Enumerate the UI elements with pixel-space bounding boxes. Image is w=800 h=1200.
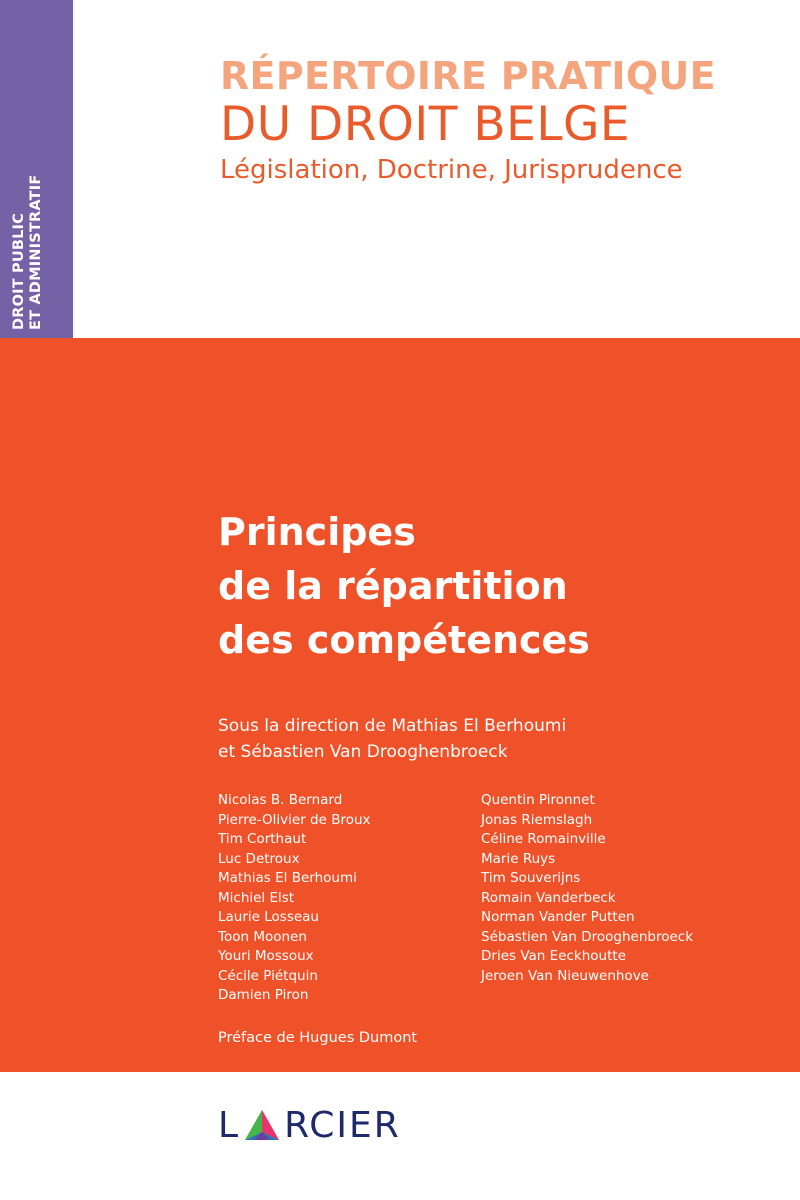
authors-column-2: [481, 791, 781, 986]
author-name: Jonas Riemslagh: [481, 811, 593, 828]
side-tab-line1: DROIT PUBLIC: [11, 213, 27, 330]
author-name: Tim Souverijns: [481, 870, 581, 886]
author-name: Laurie Losseau: [218, 909, 319, 925]
book-title-line: Principes: [218, 510, 416, 554]
author-name: Luc Detroux: [218, 850, 300, 867]
author-name: Jeroen Van Nieuwenhove: [481, 967, 649, 984]
author-name: Dries Van Eeckhoutte: [481, 948, 626, 964]
side-tab-label: [11, 10, 45, 330]
author-name: Cécile Piétquin: [218, 967, 318, 984]
editors-line: Sous la direction de Mathias El Berhoumi: [218, 716, 567, 736]
author-name: Mathias El Berhoumi: [218, 870, 357, 886]
series-header: [220, 54, 780, 187]
logo-letters: RCIER: [284, 1105, 401, 1146]
author-name: Romain Vanderbeck: [481, 889, 616, 906]
author-name: Pierre-Olivier de Broux: [218, 811, 371, 828]
author-name: Sébastien Van Drooghenbroeck: [481, 928, 694, 945]
larcier-triangle-logo-icon: [242, 1106, 282, 1146]
author-name: Michiel Elst: [218, 889, 295, 906]
author-name: Nicolas B. Bernard: [218, 792, 343, 808]
author-name: Marie Ruys: [481, 850, 556, 867]
author-name: Norman Vander Putten: [481, 909, 635, 925]
author-name: Youri Mossoux: [218, 948, 314, 964]
editors-line: et Sébastien Van Drooghenbroeck: [218, 742, 508, 762]
author-name: Céline Romainville: [481, 831, 606, 847]
series-subtitle: DU DROIT BELGE: [220, 97, 631, 152]
author-name: Tim Corthaut: [218, 831, 307, 847]
book-title: [218, 505, 778, 667]
publisher-logo: [218, 1096, 401, 1156]
authors-column-1: [218, 791, 468, 1006]
editors: [218, 713, 778, 765]
book-title-line: des compétences: [218, 618, 590, 662]
book-title-line: de la répartition: [218, 564, 568, 608]
author-name: Damien Piron: [218, 987, 309, 1003]
series-title: RÉPERTOIRE PRATIQUE: [220, 54, 716, 98]
preface: Préface de Hugues Dumont: [218, 1030, 418, 1046]
series-tagline: Législation, Doctrine, Jurisprudence: [220, 155, 683, 185]
author-name: Quentin Pironnet: [481, 792, 595, 808]
author-name: Toon Moonen: [218, 928, 307, 945]
side-tab-line2: ET ADMINISTRATIF: [28, 174, 44, 330]
logo-letter-l: L: [218, 1105, 241, 1146]
